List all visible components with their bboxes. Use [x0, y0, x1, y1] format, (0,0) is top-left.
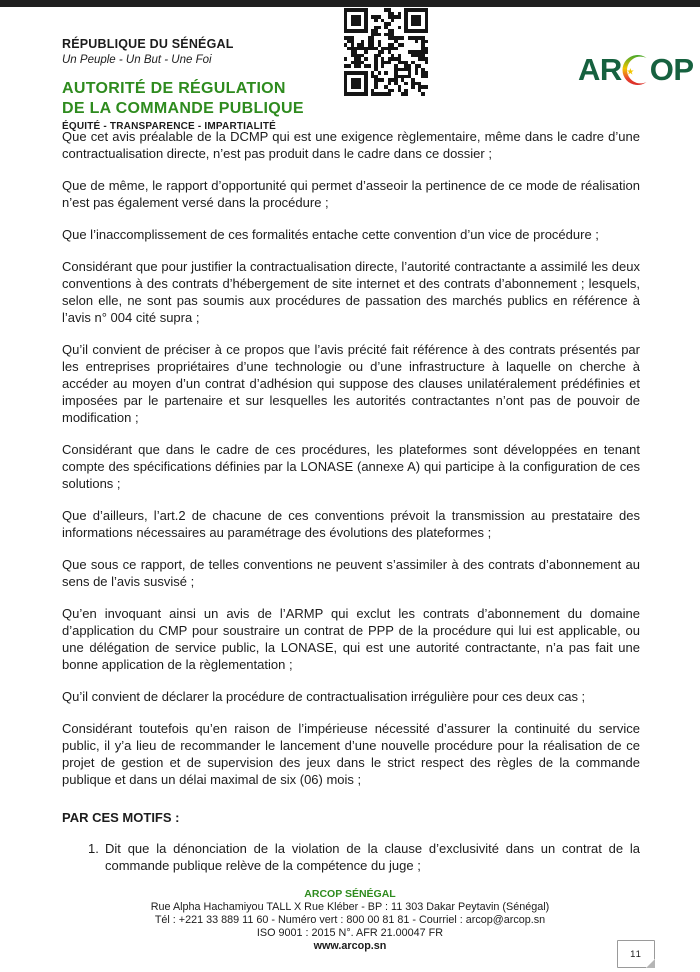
footer-iso: ISO 9001 : 2015 N°. AFR 21.00047 FR — [256, 927, 444, 939]
paragraph: Que l’inaccomplissement de ces formalités entache cette convention d’un vice de procédure ; — [62, 227, 599, 242]
letterhead — [62, 37, 342, 132]
authority-values: ÉQUITÉ - TRANSPARENCE - IMPARTIALITÉ — [62, 121, 277, 132]
footer-address: Rue Alpha Hachamiyou TALL X Rue Kléber - BP : 11 303 Dakar Peytavin (Sénégal) — [150, 901, 550, 913]
authority-name-line1: AUTORITÉ DE RÉGULATION — [62, 80, 286, 97]
footer-contact: Tél : +221 33 889 11 60 - Numéro vert : 800 00 81 81 - Courriel : arcop@arcop.sn — [154, 914, 546, 926]
footer-website: www.arcop.sn — [313, 940, 387, 952]
decision-item-number: 1. — [88, 841, 99, 856]
paragraph: Que de même, le rapport d’opportunité qui permet d’asseoir la pertinence de ce mode de réalisation n’est pas également versé dans la procédure ; — [62, 178, 640, 210]
crescent-star-icon — [621, 50, 651, 90]
document-body — [62, 128, 640, 874]
paragraph: Considérant toutefois qu’en raison de l’impérieuse nécessité d’assurer la continuité du service public, il y’a lieu de recommander le lancement d’une nouvelle procédure pour la réalisation de ce projet de gestion et de supervision des jeux dans le strict respect des règles de la commande publique et dans un délai maximal de six (06) mois ; — [62, 721, 640, 787]
authority-name-line2: DE LA COMMANDE PUBLIQUE — [62, 100, 304, 117]
paragraph: Que cet avis préalable de la DCMP qui est une exigence règlementaire, même dans le cadre d’une contractualisation directe, n’est pas produit dans le cadre dans ce dossier ; — [62, 129, 640, 161]
svg-text:★: ★ — [626, 66, 634, 76]
republic-title: RÉPUBLIQUE DU SÉNÉGAL — [62, 37, 234, 51]
paragraph: Qu’il convient de préciser à ce propos que l’avis précité fait référence à des contrats présentés par les entreprises propriétaires d’une technologie ou d’une infrastructure à laquelle on cherche à accéder au moyen d’un contrat d’adhésion qui suppose des clauses unilatéralement prédéfinies et imposées par le partenaire et sur lesquelles les autorités contractantes n’ont pas de pouvoir de modification ; — [62, 342, 640, 425]
decision-item-text: Dit que la dénonciation de la violation de la clause d’exclusivité dans un contrat de la commande publique relève de la compétence du juge ; — [105, 841, 640, 873]
page-number: 11 — [630, 948, 642, 960]
arcop-logo — [578, 50, 694, 90]
page-number-badge — [617, 940, 655, 968]
paragraph: Que d’ailleurs, l’art.2 de chacune de ces conventions prévoit la transmission au prestataire des informations nécessaires au paramétrage des évolutions des plateformes ; — [62, 508, 640, 540]
paragraph: Considérant que dans le cadre de ces procédures, les plateformes sont développées en tenant compte des spécifications définies par la LONASE (annexe A) qui participe à la configuration de ces solutions ; — [62, 442, 640, 491]
footer-org-name: ARCOP SÉNÉGAL — [304, 888, 396, 900]
logo-text-ar: AR — [578, 52, 622, 87]
scan-top-edge — [0, 0, 700, 7]
logo-text-op: OP — [649, 52, 694, 87]
decision-item — [62, 840, 640, 874]
paragraph: Qu’en invoquant ainsi un avis de l’ARMP qui exclut les contrats d’abonnement du domaine d’application du CMP pour soustraire un contrat de PPP de la procédure qui lui est applicable, ou une délégation de service public, la LONASE, qui est une autorité contractante, n’a pas fait une bonne application de la règlementation ; — [62, 606, 640, 672]
page-corner-fold-shadow — [646, 959, 655, 968]
paragraph: Considérant que pour justifier la contractualisation directe, l’autorité contractante a assimilé les deux conventions à des contrats d’hébergement de site internet et des contrats d’abonnement ; lesquels, selon elle, ne sont pas soumis aux procédures de passation des marchés publics en référence à l’avis n° 004 cité supra ; — [62, 259, 640, 325]
motifs-heading: PAR CES MOTIFS : — [62, 810, 180, 825]
national-motto: Un Peuple - Un But - Une Foi — [62, 54, 212, 66]
qr-code — [344, 8, 428, 96]
paragraph: Que sous ce rapport, de telles conventions ne peuvent s’assimiler à des contrats d’abonnement au sens de l’avis susvisé ; — [62, 557, 640, 589]
footer — [0, 888, 700, 953]
paragraph: Qu’il convient de déclarer la procédure de contractualisation irrégulière pour ces deux cas ; — [62, 689, 586, 704]
